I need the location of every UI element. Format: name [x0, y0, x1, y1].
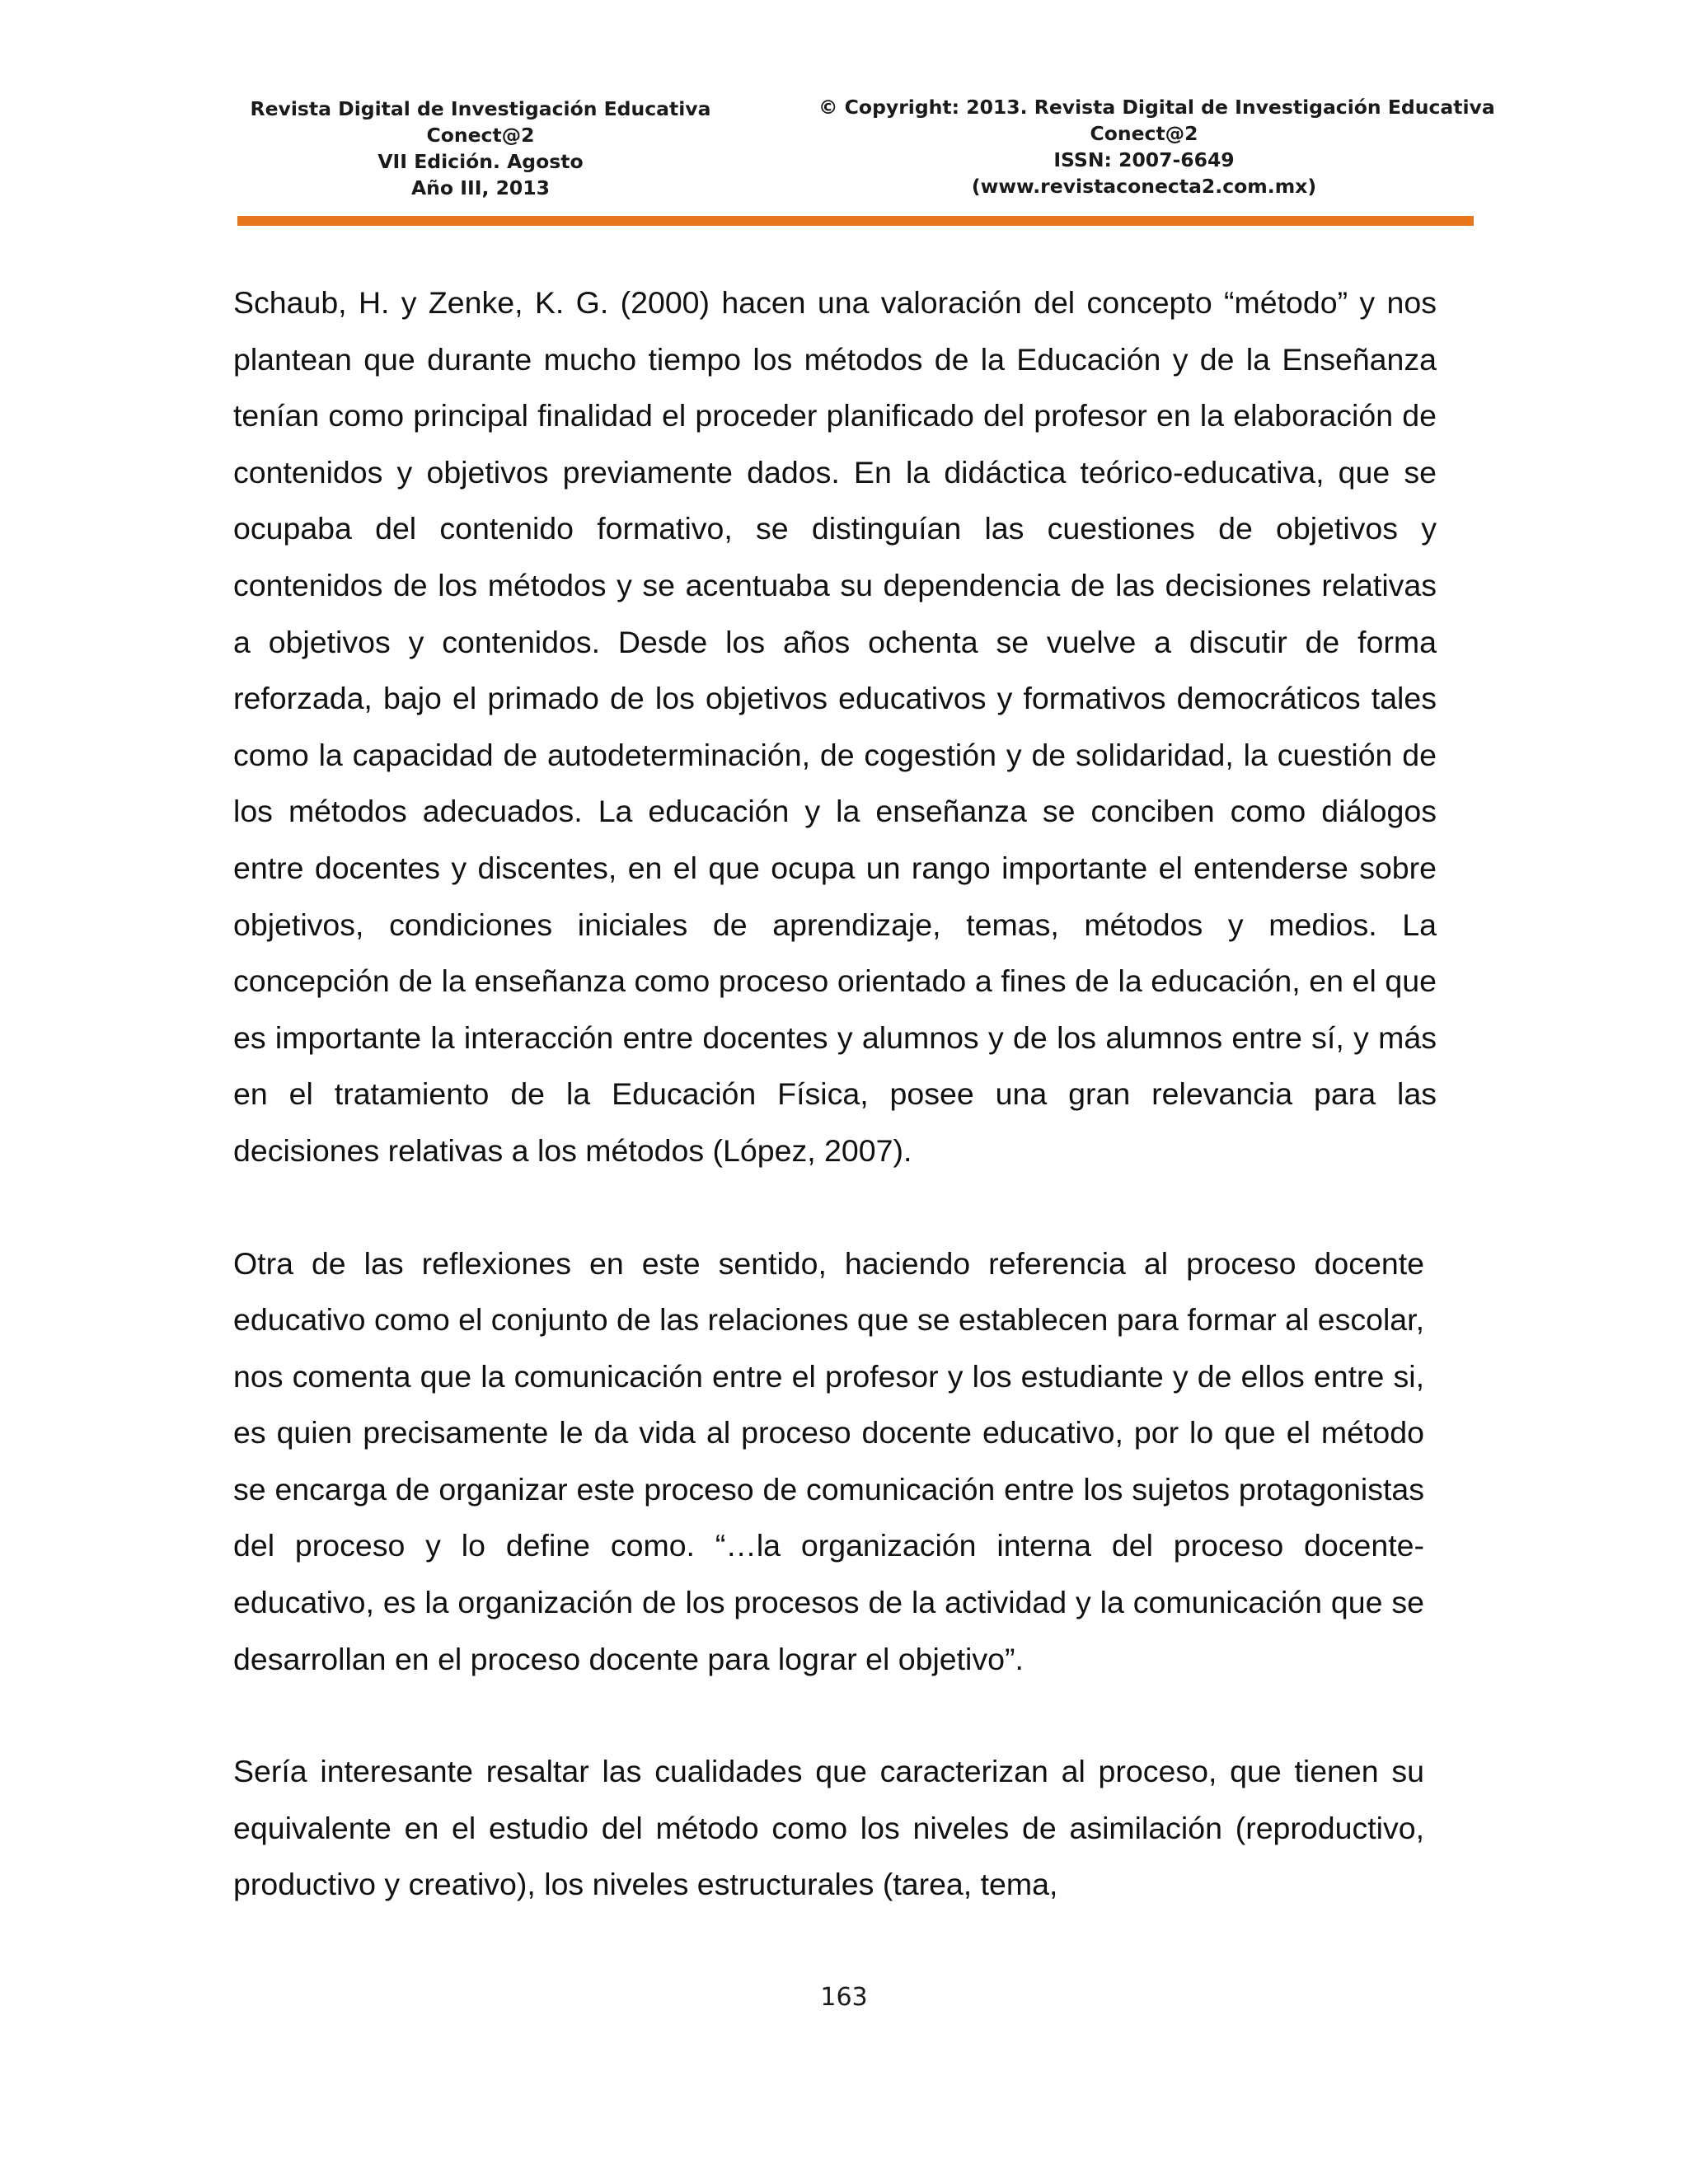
year-label: Año III, 2013	[411, 176, 550, 199]
paragraph-2: Otra de las reflexiones en este sentido, haciendo referencia al proceso docente educativo como el conjunto de las relaciones que se establecen para formar al escolar, nos comenta que la comunicación entre el profesor y los estudiante y de ellos entre si, es quien precisamente le da vida al proceso docente educativo, por lo que el método se encarga de organizar este proceso de comunicación entre los sujetos protagonistas del proceso y lo define como. “…la organización interna del proceso docente-educativo, es la organización de los procesos de la actividad y la comunicación que se desarrollan en el proceso docente para lograr el objetivo”.	[233, 1245, 1424, 1676]
page-header	[237, 91, 1495, 214]
header-divider	[237, 216, 1474, 226]
journal-name-right: Conect@2	[1090, 122, 1198, 145]
copyright-info	[818, 94, 1495, 199]
journal-title: Revista Digital de Investigación Educativa	[250, 97, 711, 120]
edition-label: VII Edición. Agosto	[377, 150, 584, 173]
paragraph-1: Schaub, H. y Zenke, K. G. (2000) hacen una valoración del concepto “método” y nos plantean que durante mucho tiempo los métodos de la Educación y de la Enseñanza tenían como principal finalidad el proceder planificado del profesor en la elaboración de contenidos y objetivos previamente dados. En la didáctica teórico-educativa, que se ocupaba del contenido formativo, se distinguían las cuestiones de objetivos y contenidos de los métodos y se acentuaba su dependencia de las decisiones relativas a objetivos y contenidos. Desde los años ochenta se vuelve a discutir de forma reforzada, bajo el primado de los objetivos educativos y formativos democráticos tales como la capacidad de autodeterminación, de cogestión y de solidaridad, la cuestión de los métodos adecuados. La educación y la enseñanza se conciben como diálogos entre docentes y discentes, en el que ocupa un rango importante el entenderse sobre objetivos, condiciones iniciales de aprendizaje, temas, métodos y medios. La concepción de la enseñanza como proceso orientado a fines de la educación, en el que es importante la interacción entre docentes y alumnos y de los alumnos entre sí, y más en el tratamiento de la Educación Física, posee una gran relevancia para las decisiones relativas a los métodos (López, 2007).	[233, 285, 1437, 1168]
article-body	[233, 274, 1437, 1913]
paragraph-3: Sería interesante resaltar las cualidades que caracterizan al proceso, que tienen su equivalente en el estudio del método como los niveles de asimilación (reproductivo, productivo y creativo), los niveles estructurales (tarea, tema,	[233, 1754, 1424, 1902]
website-url: (www.revistaconecta2.com.mx)	[971, 175, 1317, 198]
journal-name: Conect@2	[426, 124, 535, 147]
issn-label: ISSN: 2007-6649	[1053, 148, 1235, 171]
journal-info	[237, 96, 724, 201]
page-number: 163	[820, 1983, 868, 2012]
copyright-line: © Copyright: 2013. Revista Digital de Investigación Educativa	[818, 96, 1495, 119]
